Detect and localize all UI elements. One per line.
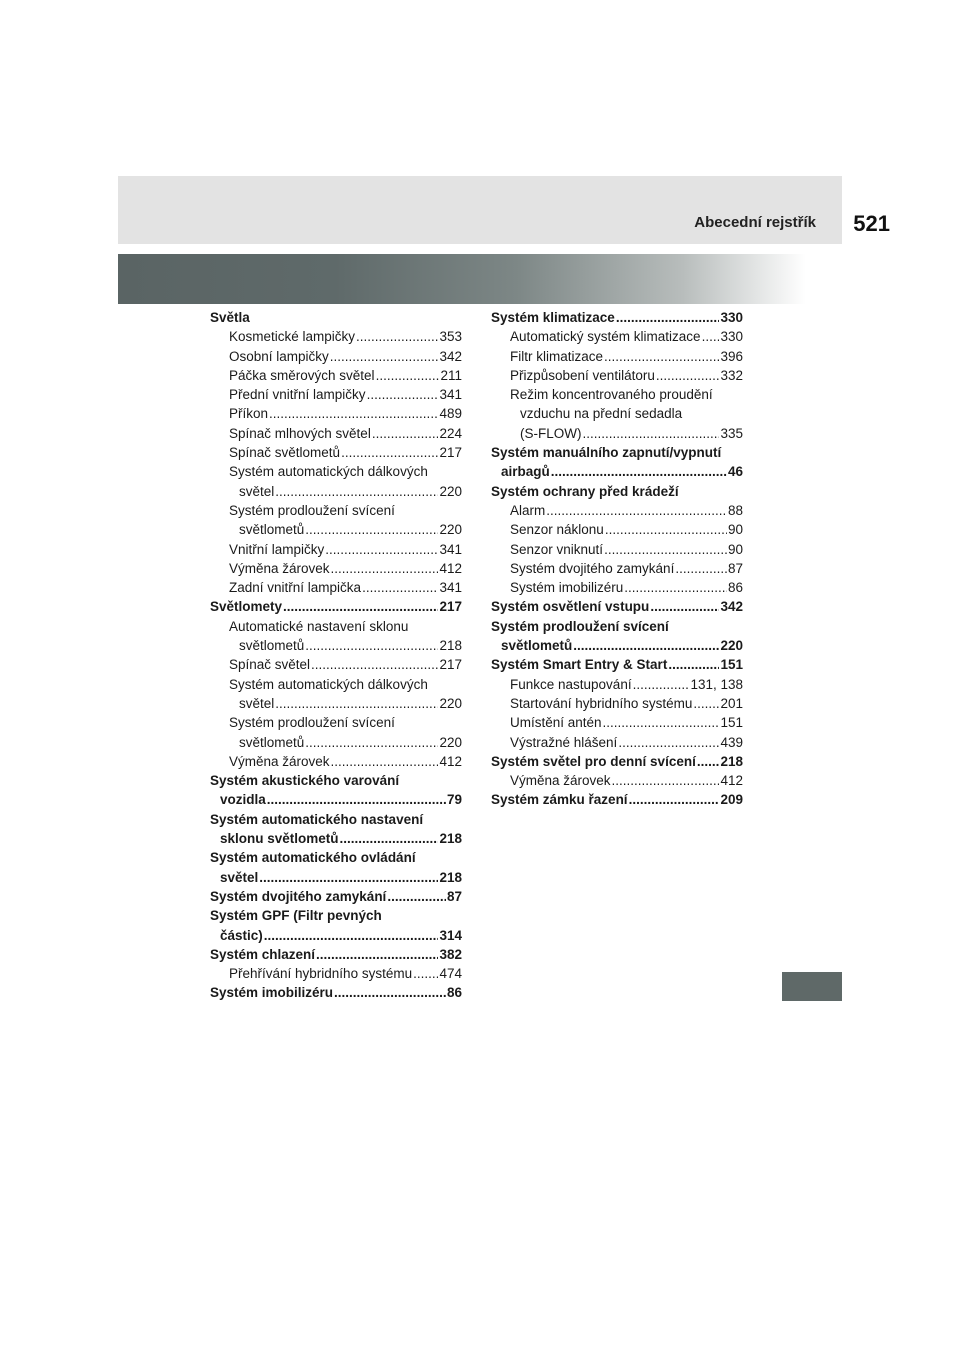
dot-leader	[413, 964, 438, 983]
dot-leader	[603, 713, 720, 732]
dot-leader	[650, 597, 719, 616]
index-entry-term: Přehřívání hybridního systému	[229, 966, 413, 982]
index-entry	[210, 578, 462, 597]
index-entry-term: Systém zámku řazení	[491, 792, 628, 808]
index-entry-term: Alarm	[510, 502, 546, 518]
index-entry	[210, 810, 462, 829]
index-entry-term: Systém automatických dálkových	[229, 464, 428, 480]
index-entry	[491, 347, 743, 366]
index-entry-page: 342	[439, 348, 462, 364]
index-entry	[210, 424, 462, 443]
dot-leader	[305, 733, 438, 752]
index-entry-page: 353	[439, 329, 462, 345]
dot-leader	[330, 347, 439, 366]
index-entry-term: Spínač světlometů	[229, 445, 341, 461]
index-entry-term: Systém chlazení	[210, 946, 316, 962]
index-entry	[491, 501, 743, 520]
index-entry	[491, 404, 743, 423]
dot-leader	[331, 752, 439, 771]
index-entry-term: Výstražné hlášení	[510, 734, 618, 750]
index-entry-term: Přizpůsobení ventilátoru	[510, 367, 655, 383]
dot-leader	[583, 424, 720, 443]
index-entry-page: 474	[439, 966, 462, 982]
index-entry-term: Systém prodloužení svícení	[229, 502, 395, 518]
index-entry	[210, 733, 462, 752]
index-entry-term: sklonu světlometů	[220, 831, 339, 847]
index-entry	[491, 520, 743, 539]
index-entry-page: 341	[439, 387, 462, 403]
index-entry-page: 412	[439, 753, 462, 769]
index-entry-term: vzduchu na přední sedadla	[520, 406, 683, 422]
index-entry-page: 396	[720, 348, 743, 364]
index-entry-term: Automatický systém klimatizace	[510, 329, 701, 345]
dot-leader	[675, 559, 727, 578]
index-entry	[210, 964, 462, 983]
index-entry-page: 335	[720, 425, 743, 441]
index-entry-page: 218	[439, 869, 462, 885]
index-entry	[210, 540, 462, 559]
index-entry	[210, 752, 462, 771]
index-entry-page: 330	[720, 329, 743, 345]
index-entry-term: Systém manuálního zapnutí/vypnutí	[491, 445, 722, 461]
dot-leader	[305, 636, 438, 655]
index-entry-page: 341	[439, 580, 462, 596]
dot-leader	[356, 327, 438, 346]
index-entry-page: 341	[439, 541, 462, 557]
index-entry-page: 220	[439, 522, 462, 538]
index-entry	[491, 424, 743, 443]
index-entry-term: Vnitřní lampičky	[229, 541, 325, 557]
index-entry-term: Systém dvojitého zamykání	[210, 888, 387, 904]
index-entry-term: světlometů	[501, 638, 573, 654]
dot-leader	[267, 790, 446, 809]
index-entry-page: 211	[440, 367, 462, 383]
index-entry-page: 131, 138	[690, 676, 743, 692]
dot-leader	[325, 540, 438, 559]
index-entry-page: 86	[727, 580, 743, 596]
index-entry-page: 412	[439, 560, 462, 576]
index-entry	[210, 887, 462, 906]
index-entry-page: 489	[439, 406, 462, 422]
dot-leader	[367, 385, 439, 404]
index-entry-term: Automatické nastavení sklonu	[229, 618, 409, 634]
index-entry-term: Spínač světel	[229, 657, 311, 673]
index-entry	[210, 790, 462, 809]
dot-leader	[668, 655, 719, 674]
index-entry	[491, 733, 743, 752]
index-entry	[210, 559, 462, 578]
index-entry	[491, 752, 743, 771]
dot-leader	[372, 424, 439, 443]
index-entry-term: Výměna žárovek	[229, 753, 330, 769]
index-entry	[491, 482, 743, 501]
index-entry	[491, 308, 743, 327]
index-entry	[210, 868, 462, 887]
index-entry-page: 332	[720, 367, 743, 383]
index-entry	[491, 327, 743, 346]
index-entry	[491, 385, 743, 404]
index-entry-term: světlometů	[239, 522, 305, 538]
index-entry-term: Systém imobilizéru	[510, 580, 624, 596]
index-entry	[210, 694, 462, 713]
dot-leader	[702, 327, 720, 346]
index-entry-page: 220	[720, 638, 743, 654]
index-entry-page: 87	[727, 560, 743, 576]
dot-leader	[618, 733, 719, 752]
index-entry	[210, 636, 462, 655]
index-entry	[491, 771, 743, 790]
index-entry-page: 209	[720, 792, 743, 808]
index-entry	[210, 597, 462, 616]
index-entry-term: Systém prodloužení svícení	[229, 715, 395, 731]
index-entry-page: 382	[439, 946, 462, 962]
dot-leader	[546, 501, 727, 520]
index-entry-term: světel	[239, 483, 275, 499]
dot-leader	[616, 308, 720, 327]
index-entry	[491, 713, 743, 732]
index-entry-term: Startování hybridního systému	[510, 695, 693, 711]
dot-leader	[259, 868, 438, 887]
index-entry-term: vozidla	[220, 792, 266, 808]
index-entry-term: světel	[220, 869, 259, 885]
index-entry	[491, 675, 743, 694]
index-entry-page: 224	[439, 425, 462, 441]
index-entry-term: světlometů	[239, 734, 305, 750]
index-entry-page: 217	[439, 657, 462, 673]
index-entry-page: 88	[727, 502, 743, 518]
dot-leader	[269, 404, 438, 423]
index-entry	[491, 462, 743, 481]
index-entry-term: světlometů	[239, 638, 305, 654]
index-entry	[210, 945, 462, 964]
index-entry-page: 218	[439, 638, 462, 654]
index-entry-term: částic)	[220, 927, 263, 943]
index-entry-page: 218	[439, 831, 462, 847]
index-entry-page: 218	[720, 753, 743, 769]
index-entry	[491, 636, 743, 655]
index-entry-term: Systém akustického varování	[210, 773, 400, 789]
index-entry-term: Světlomety	[210, 599, 283, 615]
index-entry-term: Umístění antén	[510, 715, 602, 731]
index-entry	[491, 559, 743, 578]
dot-leader	[331, 559, 439, 578]
index-entry-page: 220	[439, 734, 462, 750]
index-entry	[491, 578, 743, 597]
index-entry-term: Kosmetické lampičky	[229, 329, 356, 345]
index-entry	[210, 906, 462, 925]
index-entry-page: 87	[446, 888, 462, 904]
index-entry	[210, 347, 462, 366]
index-entry	[491, 694, 743, 713]
index-entry-term: Zadní vnitřní lampička	[229, 580, 362, 596]
index-entry-page: 217	[439, 445, 462, 461]
index-entry-term: Výměna žárovek	[510, 773, 611, 789]
index-entry-term: Světla	[210, 310, 250, 325]
index-entry-term: Výměna žárovek	[229, 560, 330, 576]
dot-leader	[573, 636, 719, 655]
index-entry	[491, 617, 743, 636]
index-entry	[210, 404, 462, 423]
dot-leader	[605, 520, 727, 539]
index-entry-page: 217	[439, 599, 462, 615]
index-entry	[491, 540, 743, 559]
index-entry	[491, 790, 743, 809]
dot-leader	[604, 347, 719, 366]
dot-leader	[334, 983, 446, 1002]
header-band	[118, 176, 842, 244]
dot-leader	[697, 752, 720, 771]
index-entry-term: Spínač mlhových světel	[229, 425, 371, 441]
dot-leader	[283, 597, 438, 616]
index-entry-term: Příkon	[229, 406, 269, 422]
index-entry	[210, 443, 462, 462]
index-entry-page: 46	[727, 464, 743, 480]
index-entry	[491, 655, 743, 674]
dot-leader	[656, 366, 720, 385]
index-entry-term: Systém GPF (Filtr pevných	[210, 908, 382, 924]
dot-leader	[340, 829, 439, 848]
index-entry-page: 151	[720, 715, 743, 731]
dot-leader	[633, 675, 690, 694]
index-entry-term: Senzor náklonu	[510, 522, 604, 538]
index-entry	[210, 829, 462, 848]
index-entry-term: Systém automatického ovládání	[210, 850, 416, 866]
index-column-left	[210, 308, 462, 1003]
index-entry-page: 201	[720, 695, 743, 711]
dot-leader	[362, 578, 438, 597]
dot-leader	[693, 694, 719, 713]
dot-leader	[604, 540, 727, 559]
index-entry	[210, 713, 462, 732]
index-entry-term: (S-FLOW)	[520, 425, 582, 441]
index-entry	[210, 926, 462, 945]
index-entry-term: Systém světel pro denní svícení	[491, 753, 696, 769]
index-entry-term: Funkce nastupování	[510, 676, 632, 692]
dot-leader	[264, 926, 439, 945]
index-entry	[210, 771, 462, 790]
index-entry-page: 330	[720, 310, 743, 325]
index-entry	[210, 462, 462, 481]
index-entry-term: Systém automatického nastavení	[210, 811, 424, 827]
index-entry	[491, 443, 743, 462]
index-entry-term: Systém Smart Entry & Start	[491, 657, 668, 673]
section-side-tab	[782, 972, 842, 1001]
index-column-right	[491, 308, 743, 810]
index-entry	[210, 501, 462, 520]
index-entry	[210, 983, 462, 1002]
index-entry-page: 314	[439, 927, 462, 943]
index-entry-page: 439	[720, 734, 743, 750]
index-entry-page: 90	[727, 541, 743, 557]
index-entry-page: 220	[439, 695, 462, 711]
section-title: Abecední rejstřík	[694, 214, 816, 231]
index-entry	[491, 597, 743, 616]
index-entry-term: Systém ochrany před krádeží	[491, 483, 679, 499]
index-entry-page: 342	[720, 599, 743, 615]
index-entry-page: 79	[446, 792, 462, 808]
index-entry-term: Přední vnitřní lampičky	[229, 387, 366, 403]
index-entry-term: Systém klimatizace	[491, 310, 615, 325]
index-entry-term: airbagů	[501, 464, 550, 480]
index-entry	[491, 366, 743, 385]
index-entry-term: světel	[239, 695, 275, 711]
index-entry	[210, 675, 462, 694]
dot-leader	[311, 655, 438, 674]
index-entry-page: 220	[439, 483, 462, 499]
index-entry-page: 86	[446, 985, 462, 1001]
index-entry-page: 151	[720, 657, 743, 673]
index-entry	[210, 327, 462, 346]
index-entry-term: Systém osvětlení vstupu	[491, 599, 650, 615]
index-entry-term: Osobní lampičky	[229, 348, 329, 364]
index-entry	[210, 617, 462, 636]
dot-leader	[624, 578, 727, 597]
page-number: 521	[853, 211, 890, 236]
dot-leader	[629, 790, 720, 809]
index-entry	[210, 482, 462, 501]
index-entry	[210, 366, 462, 385]
index-entry-term: Páčka směrových světel	[229, 367, 375, 383]
index-entry-term: Režim koncentrovaného proudění	[510, 387, 713, 403]
index-entry-term: Systém imobilizéru	[210, 985, 334, 1001]
index-entry-term: Senzor vniknutí	[510, 541, 604, 557]
index-entry-term: Systém prodloužení svícení	[491, 618, 669, 634]
dot-leader	[612, 771, 720, 790]
index-entry	[210, 848, 462, 867]
dot-leader	[376, 366, 440, 385]
dot-leader	[341, 443, 438, 462]
index-entry	[210, 385, 462, 404]
index-entry	[210, 308, 462, 327]
index-entry-page: 412	[720, 773, 743, 789]
index-entry	[210, 655, 462, 674]
dot-leader	[316, 945, 438, 964]
index-entry-page: 90	[727, 522, 743, 538]
dot-leader	[275, 694, 438, 713]
dot-leader	[275, 482, 438, 501]
index-entry-term: Systém dvojitého zamykání	[510, 560, 675, 576]
dot-leader	[387, 887, 446, 906]
decorative-gradient-bar	[118, 254, 842, 304]
dot-leader	[551, 462, 727, 481]
dot-leader	[305, 520, 438, 539]
index-entry	[210, 520, 462, 539]
index-entry-term: Filtr klimatizace	[510, 348, 604, 364]
index-entry-term: Systém automatických dálkových	[229, 676, 428, 692]
